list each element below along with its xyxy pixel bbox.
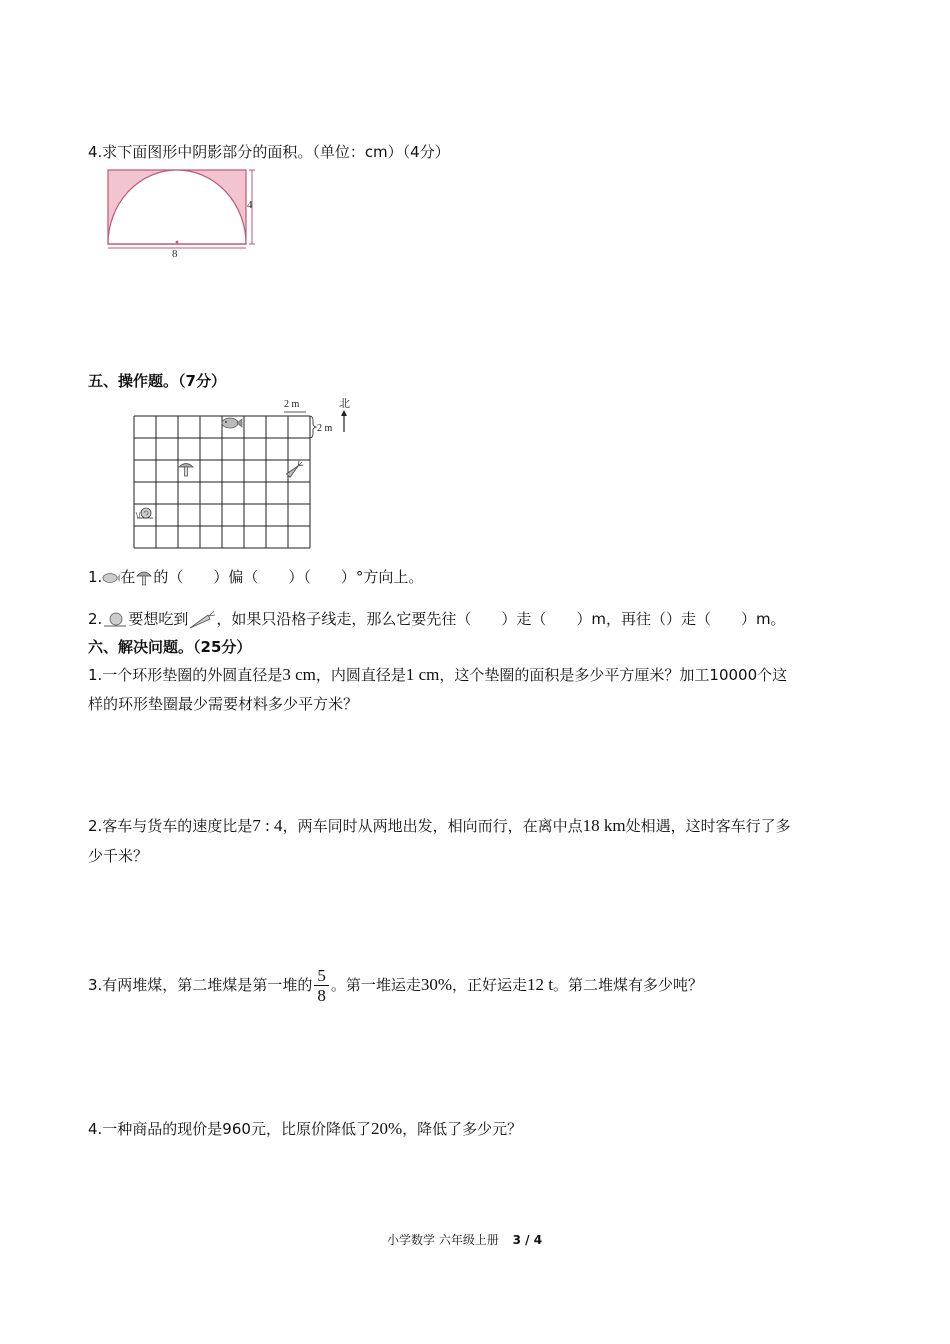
fraction: $\frac{5}{8}$ bbox=[314, 966, 329, 1005]
problem-1-line2: 样的环形垫圈最少需要材料多少平方米？ bbox=[88, 695, 359, 713]
problem-3: 3.有两堆煤，第二堆煤是第一堆的 $\frac{5}{8}$ 。第一堆运走30%，正好运走12 t。第二堆煤有多少吨？ bbox=[88, 966, 704, 1005]
s5-q1-num: 1. bbox=[88, 568, 103, 586]
grid-map bbox=[128, 392, 368, 552]
scale-horizontal: 2 m bbox=[284, 399, 300, 410]
semicircle-figure bbox=[104, 166, 264, 258]
s5-q1-t1: 在 bbox=[120, 568, 136, 586]
label-width: 8 bbox=[172, 248, 178, 258]
s5-q1-t2: 的（ ）偏（ ）（ ）°方向上。 bbox=[153, 568, 424, 586]
section6-title: 六、解决问题。（25分） bbox=[88, 638, 252, 656]
footer bbox=[387, 1231, 542, 1248]
carrot-icon bbox=[188, 610, 216, 630]
problem-2-line2: 少千米？ bbox=[88, 847, 149, 865]
footer-text: 小学数学 六年级上册 bbox=[387, 1233, 499, 1247]
snail-icon bbox=[102, 611, 128, 629]
q4-text: 4.求下面图形中阴影部分的面积。（单位：cm）（4分） bbox=[88, 143, 450, 161]
north-label: 北 bbox=[339, 398, 350, 410]
s5-q1 bbox=[88, 566, 423, 587]
scale-vertical: 2 m bbox=[317, 423, 333, 434]
mushroom-icon bbox=[135, 569, 153, 587]
snail-icon bbox=[136, 508, 153, 518]
center-point bbox=[176, 241, 179, 244]
s5-q2 bbox=[88, 608, 786, 630]
page-number: 3 / 4 bbox=[512, 1233, 543, 1247]
mushroom-icon bbox=[179, 464, 193, 477]
fish-icon bbox=[222, 418, 242, 428]
s5-q2-num: 2. bbox=[88, 610, 103, 628]
s5-q2-t1: 要想吃到 bbox=[128, 610, 189, 628]
label-height: 4 bbox=[247, 199, 253, 211]
carrot-icon bbox=[286, 460, 304, 478]
problem-4: 4.一种商品的现价是960元，比原价降低了20%，降低了多少元？ bbox=[88, 1119, 523, 1138]
section5-title: 五、操作题。（7分） bbox=[88, 372, 226, 390]
fish-icon bbox=[102, 571, 120, 585]
s5-q2-t2: ，如果只沿格子线走，那么它要先往（ ）走（ ）m，再往（）走（ ）m。 bbox=[216, 610, 786, 628]
problem-2-line1: 2.客车与货车的速度比是7 : 4，两车同时从两地出发，相向而行，在离中点18 km处相遇，这时客车行了多 bbox=[88, 816, 791, 835]
problem-1-line1: 1.一个环形垫圈的外圆直径是3 cm，内圆直径是1 cm，这个垫圈的面积是多少平方厘米？加工10000个这 bbox=[88, 665, 788, 684]
